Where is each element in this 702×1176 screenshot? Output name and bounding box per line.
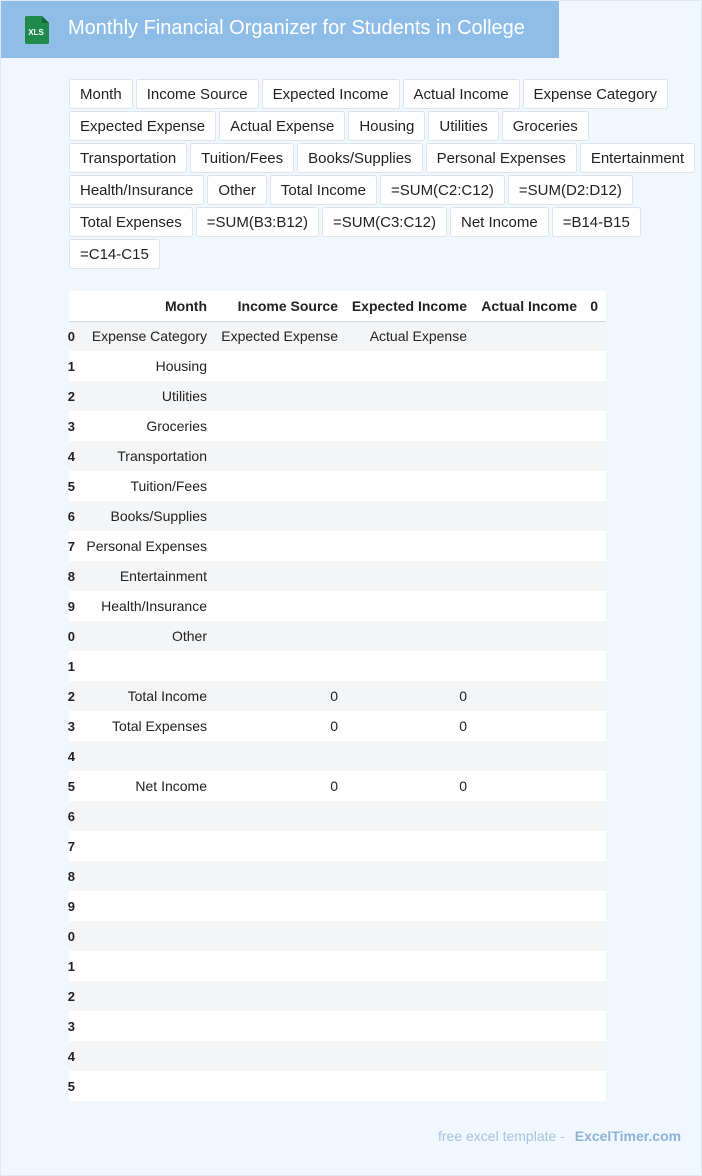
- table-row: [69, 381, 606, 411]
- table-cell: Expected Expense: [221, 328, 338, 345]
- row-index-label: 3: [67, 1018, 75, 1034]
- table-row: [69, 561, 606, 591]
- value-chip[interactable]: Personal Expenses: [426, 143, 577, 173]
- table-cell: Transportation: [117, 448, 207, 464]
- row-index-label: 2: [67, 388, 75, 404]
- table-cell: [207, 591, 338, 621]
- table-cell: [338, 1011, 467, 1041]
- table-row: [69, 441, 606, 471]
- table-cell: [207, 651, 338, 681]
- table-cell: [338, 861, 467, 891]
- table-cell: [577, 1011, 606, 1041]
- table-cell: [338, 951, 467, 981]
- value-chip[interactable]: =B14-B15: [552, 207, 641, 237]
- table-cell: [467, 771, 577, 801]
- column-header: Expected Income: [351, 297, 467, 314]
- table-cell: [467, 921, 577, 951]
- table-cell: [338, 1071, 467, 1101]
- table-row: [69, 411, 606, 441]
- page-header: [1, 1, 559, 58]
- value-chip[interactable]: Groceries: [502, 111, 589, 141]
- table-cell: 0: [330, 778, 338, 794]
- table-cell: [467, 711, 577, 741]
- value-chip[interactable]: =SUM(C2:C12): [380, 175, 505, 205]
- table-cell: 0: [459, 718, 467, 734]
- table-cell: 0: [459, 688, 467, 704]
- value-chip[interactable]: Net Income: [450, 207, 549, 237]
- table-cell: [207, 1071, 338, 1101]
- value-chip[interactable]: Expected Income: [262, 79, 400, 109]
- table-cell: [577, 561, 606, 591]
- table-row: [69, 741, 606, 771]
- table-cell: [207, 531, 338, 561]
- table-cell: [75, 1011, 207, 1041]
- table-cell: [467, 741, 577, 771]
- row-index-label: 6: [67, 808, 75, 824]
- table-cell: [338, 591, 467, 621]
- table-cell: [207, 1041, 338, 1071]
- table-cell: [577, 861, 606, 891]
- table-cell: [467, 321, 577, 351]
- page-title: Monthly Financial Organizer for Students in College: [68, 17, 525, 39]
- row-index-label: 1: [67, 658, 75, 674]
- table-cell: [75, 921, 207, 951]
- table-cell: [207, 561, 338, 591]
- table-cell: [467, 621, 577, 651]
- table-row: [69, 321, 606, 351]
- value-chip[interactable]: Tuition/Fees: [190, 143, 294, 173]
- value-chip[interactable]: Total Income: [270, 175, 377, 205]
- row-index-label: 8: [67, 568, 75, 584]
- table-cell: [207, 1011, 338, 1041]
- table-cell: [467, 801, 577, 831]
- table-cell: [207, 861, 338, 891]
- table-cell: [467, 501, 577, 531]
- table-cell: [338, 411, 467, 441]
- table-row: [69, 591, 606, 621]
- table-cell: [338, 561, 467, 591]
- table-body: [69, 321, 606, 1101]
- column-header: Month: [165, 297, 207, 314]
- table-cell: [75, 861, 207, 891]
- table-cell: [338, 531, 467, 561]
- row-index-label: 8: [67, 868, 75, 884]
- table-cell: [207, 621, 338, 651]
- table-cell: [207, 441, 338, 471]
- value-chip[interactable]: Month: [69, 79, 133, 109]
- table-cell: [467, 591, 577, 621]
- table-cell: [338, 801, 467, 831]
- value-chip[interactable]: Housing: [348, 111, 425, 141]
- table-cell: [338, 501, 467, 531]
- table-cell: [577, 831, 606, 861]
- table-cell: [338, 351, 467, 381]
- row-index-label: 0: [67, 328, 75, 344]
- table-cell: [467, 981, 577, 1011]
- table-cell: [75, 1041, 207, 1071]
- table-cell: [75, 651, 207, 681]
- table-cell: [207, 921, 338, 951]
- table-cell: Housing: [155, 358, 207, 374]
- table-cell: [577, 801, 606, 831]
- table-cell: [467, 351, 577, 381]
- table-cell: [207, 411, 338, 441]
- table-cell: [75, 1071, 207, 1101]
- table-cell: [75, 891, 207, 921]
- table-cell: [467, 831, 577, 861]
- table-cell: [207, 981, 338, 1011]
- value-chip[interactable]: Utilities: [428, 111, 498, 141]
- table-cell: [75, 951, 207, 981]
- table-cell: [75, 801, 207, 831]
- value-chip[interactable]: Total Expenses: [69, 207, 193, 237]
- table-cell: Total Income: [127, 688, 207, 704]
- table-cell: [338, 621, 467, 651]
- table-row: [69, 951, 606, 981]
- table-cell: [577, 891, 606, 921]
- table-row: [69, 681, 606, 711]
- table-cell: [577, 531, 606, 561]
- table-cell: [577, 411, 606, 441]
- table-cell: [467, 1041, 577, 1071]
- table-header-row: [69, 291, 606, 321]
- table-cell: Entertainment: [119, 568, 207, 584]
- row-index-label: 2: [67, 688, 75, 704]
- table-cell: Utilities: [161, 388, 207, 404]
- table-cell: Other: [171, 628, 207, 644]
- table-row: [69, 771, 606, 801]
- table-cell: [577, 351, 606, 381]
- value-chip[interactable]: Books/Supplies: [297, 143, 422, 173]
- value-chip[interactable]: =C14-C15: [69, 239, 160, 269]
- table-cell: Expense Category: [91, 328, 207, 345]
- table-row: [69, 621, 606, 651]
- table-cell: Groceries: [146, 418, 207, 434]
- value-chip[interactable]: Entertainment: [580, 143, 695, 173]
- table-row: [69, 1011, 606, 1041]
- value-chip[interactable]: =SUM(C3:C12): [322, 207, 447, 237]
- table-cell: 0: [330, 688, 338, 704]
- footer-credit: [438, 1128, 681, 1144]
- table-row: [69, 921, 606, 951]
- table-cell: [467, 1071, 577, 1101]
- table-cell: [338, 741, 467, 771]
- table-cell: [577, 621, 606, 651]
- excel-file-icon: [23, 15, 51, 45]
- value-chip[interactable]: =SUM(D2:D12): [508, 175, 633, 205]
- table-cell: [338, 981, 467, 1011]
- table-cell: [467, 381, 577, 411]
- row-index-label: 7: [67, 538, 75, 554]
- value-chip[interactable]: Expense Category: [523, 79, 668, 109]
- table-cell: [467, 1011, 577, 1041]
- table-cell: [577, 951, 606, 981]
- table-cell: [467, 531, 577, 561]
- row-index-label: 3: [67, 418, 75, 434]
- row-index-label: 4: [67, 1048, 75, 1064]
- value-chip[interactable]: =SUM(B3:B12): [196, 207, 319, 237]
- table-cell: [577, 981, 606, 1011]
- value-chip[interactable]: Health/Insurance: [69, 175, 204, 205]
- table-cell: [577, 711, 606, 741]
- table-cell: Actual Expense: [369, 328, 467, 345]
- table-cell: [577, 771, 606, 801]
- table-cell: [338, 471, 467, 501]
- table-cell: [207, 831, 338, 861]
- table-row: [69, 351, 606, 381]
- table-row: [69, 831, 606, 861]
- table-cell: [467, 861, 577, 891]
- table-row: [69, 1071, 606, 1101]
- value-chip[interactable]: Income Source: [136, 79, 259, 109]
- table-cell: [577, 741, 606, 771]
- value-chip[interactable]: Expected Expense: [69, 111, 216, 141]
- footer-brand-link[interactable]: ExcelTimer.com: [574, 1128, 682, 1144]
- table-cell: [338, 1041, 467, 1071]
- table-cell: [207, 471, 338, 501]
- table-cell: [577, 651, 606, 681]
- table-cell: [467, 681, 577, 711]
- table-cell: [207, 351, 338, 381]
- row-index-label: 2: [67, 988, 75, 1004]
- row-index-label: 5: [67, 778, 75, 794]
- table-cell: [338, 831, 467, 861]
- table-cell: [577, 441, 606, 471]
- table-cell: [467, 441, 577, 471]
- row-index-label: 4: [67, 748, 75, 764]
- table-row: [69, 861, 606, 891]
- table-cell: [577, 921, 606, 951]
- table-cell: [577, 591, 606, 621]
- table-cell: [75, 981, 207, 1011]
- table-cell: [467, 891, 577, 921]
- column-header: Actual Income: [481, 297, 577, 314]
- value-chip[interactable]: Actual Expense: [219, 111, 345, 141]
- table-row: [69, 471, 606, 501]
- row-index-label: 7: [67, 838, 75, 854]
- row-index-label: 1: [67, 358, 75, 374]
- table-row: [69, 711, 606, 741]
- table-cell: Tuition/Fees: [130, 478, 207, 494]
- table-cell: 0: [459, 778, 467, 794]
- table-cell: 0: [330, 718, 338, 734]
- column-header: 0: [590, 297, 598, 314]
- table-cell: [467, 951, 577, 981]
- spreadsheet-table: [69, 291, 606, 1101]
- table-cell: [207, 381, 338, 411]
- table-cell: [207, 801, 338, 831]
- table-cell: [207, 951, 338, 981]
- table-cell: Net Income: [135, 778, 207, 794]
- table-row: [69, 651, 606, 681]
- table-cell: [338, 381, 467, 411]
- row-index-label: 9: [67, 898, 75, 914]
- table-cell: [467, 411, 577, 441]
- table-row: [69, 981, 606, 1011]
- table-row: [69, 801, 606, 831]
- table-cell: Personal Expenses: [86, 538, 207, 554]
- table-cell: [207, 891, 338, 921]
- table-cell: Total Expenses: [112, 718, 207, 734]
- table-cell: [207, 741, 338, 771]
- table-row: [69, 501, 606, 531]
- table-cell: [467, 561, 577, 591]
- row-index-label: 6: [67, 508, 75, 524]
- row-index-label: 5: [67, 478, 75, 494]
- column-header: Income Source: [237, 297, 338, 314]
- table-cell: [577, 1071, 606, 1101]
- table-cell: [338, 921, 467, 951]
- row-index-label: 9: [67, 598, 75, 614]
- table-row: [69, 531, 606, 561]
- value-chip[interactable]: Actual Income: [403, 79, 520, 109]
- table-cell: [577, 471, 606, 501]
- table-cell: [467, 651, 577, 681]
- table-cell: [207, 501, 338, 531]
- table-row: [69, 891, 606, 921]
- row-index-label: 1: [67, 958, 75, 974]
- table-cell: [577, 501, 606, 531]
- table-cell: Books/Supplies: [110, 508, 207, 524]
- cell-values-chip-list: [69, 79, 699, 271]
- table-cell: [467, 471, 577, 501]
- xls-icon-label: XLS: [28, 28, 44, 37]
- value-chip[interactable]: Other: [207, 175, 267, 205]
- table-cell: [577, 321, 606, 351]
- table-cell: [338, 891, 467, 921]
- table-cell: [75, 741, 207, 771]
- table-row: [69, 1041, 606, 1071]
- table-cell: [338, 441, 467, 471]
- table-cell: [577, 1041, 606, 1071]
- value-chip[interactable]: Transportation: [69, 143, 187, 173]
- row-index-label: 0: [67, 928, 75, 944]
- table-cell: [75, 831, 207, 861]
- footer-prefix: free excel template -: [438, 1128, 565, 1144]
- row-index-label: 0: [67, 628, 75, 644]
- row-index-label: 4: [67, 448, 75, 464]
- table-cell: Health/Insurance: [101, 598, 207, 614]
- row-index-label: 5: [67, 1078, 75, 1094]
- spreadsheet-preview: [69, 291, 606, 1101]
- table-cell: [338, 651, 467, 681]
- table-cell: [577, 681, 606, 711]
- row-index-label: 3: [67, 718, 75, 734]
- table-cell: [577, 381, 606, 411]
